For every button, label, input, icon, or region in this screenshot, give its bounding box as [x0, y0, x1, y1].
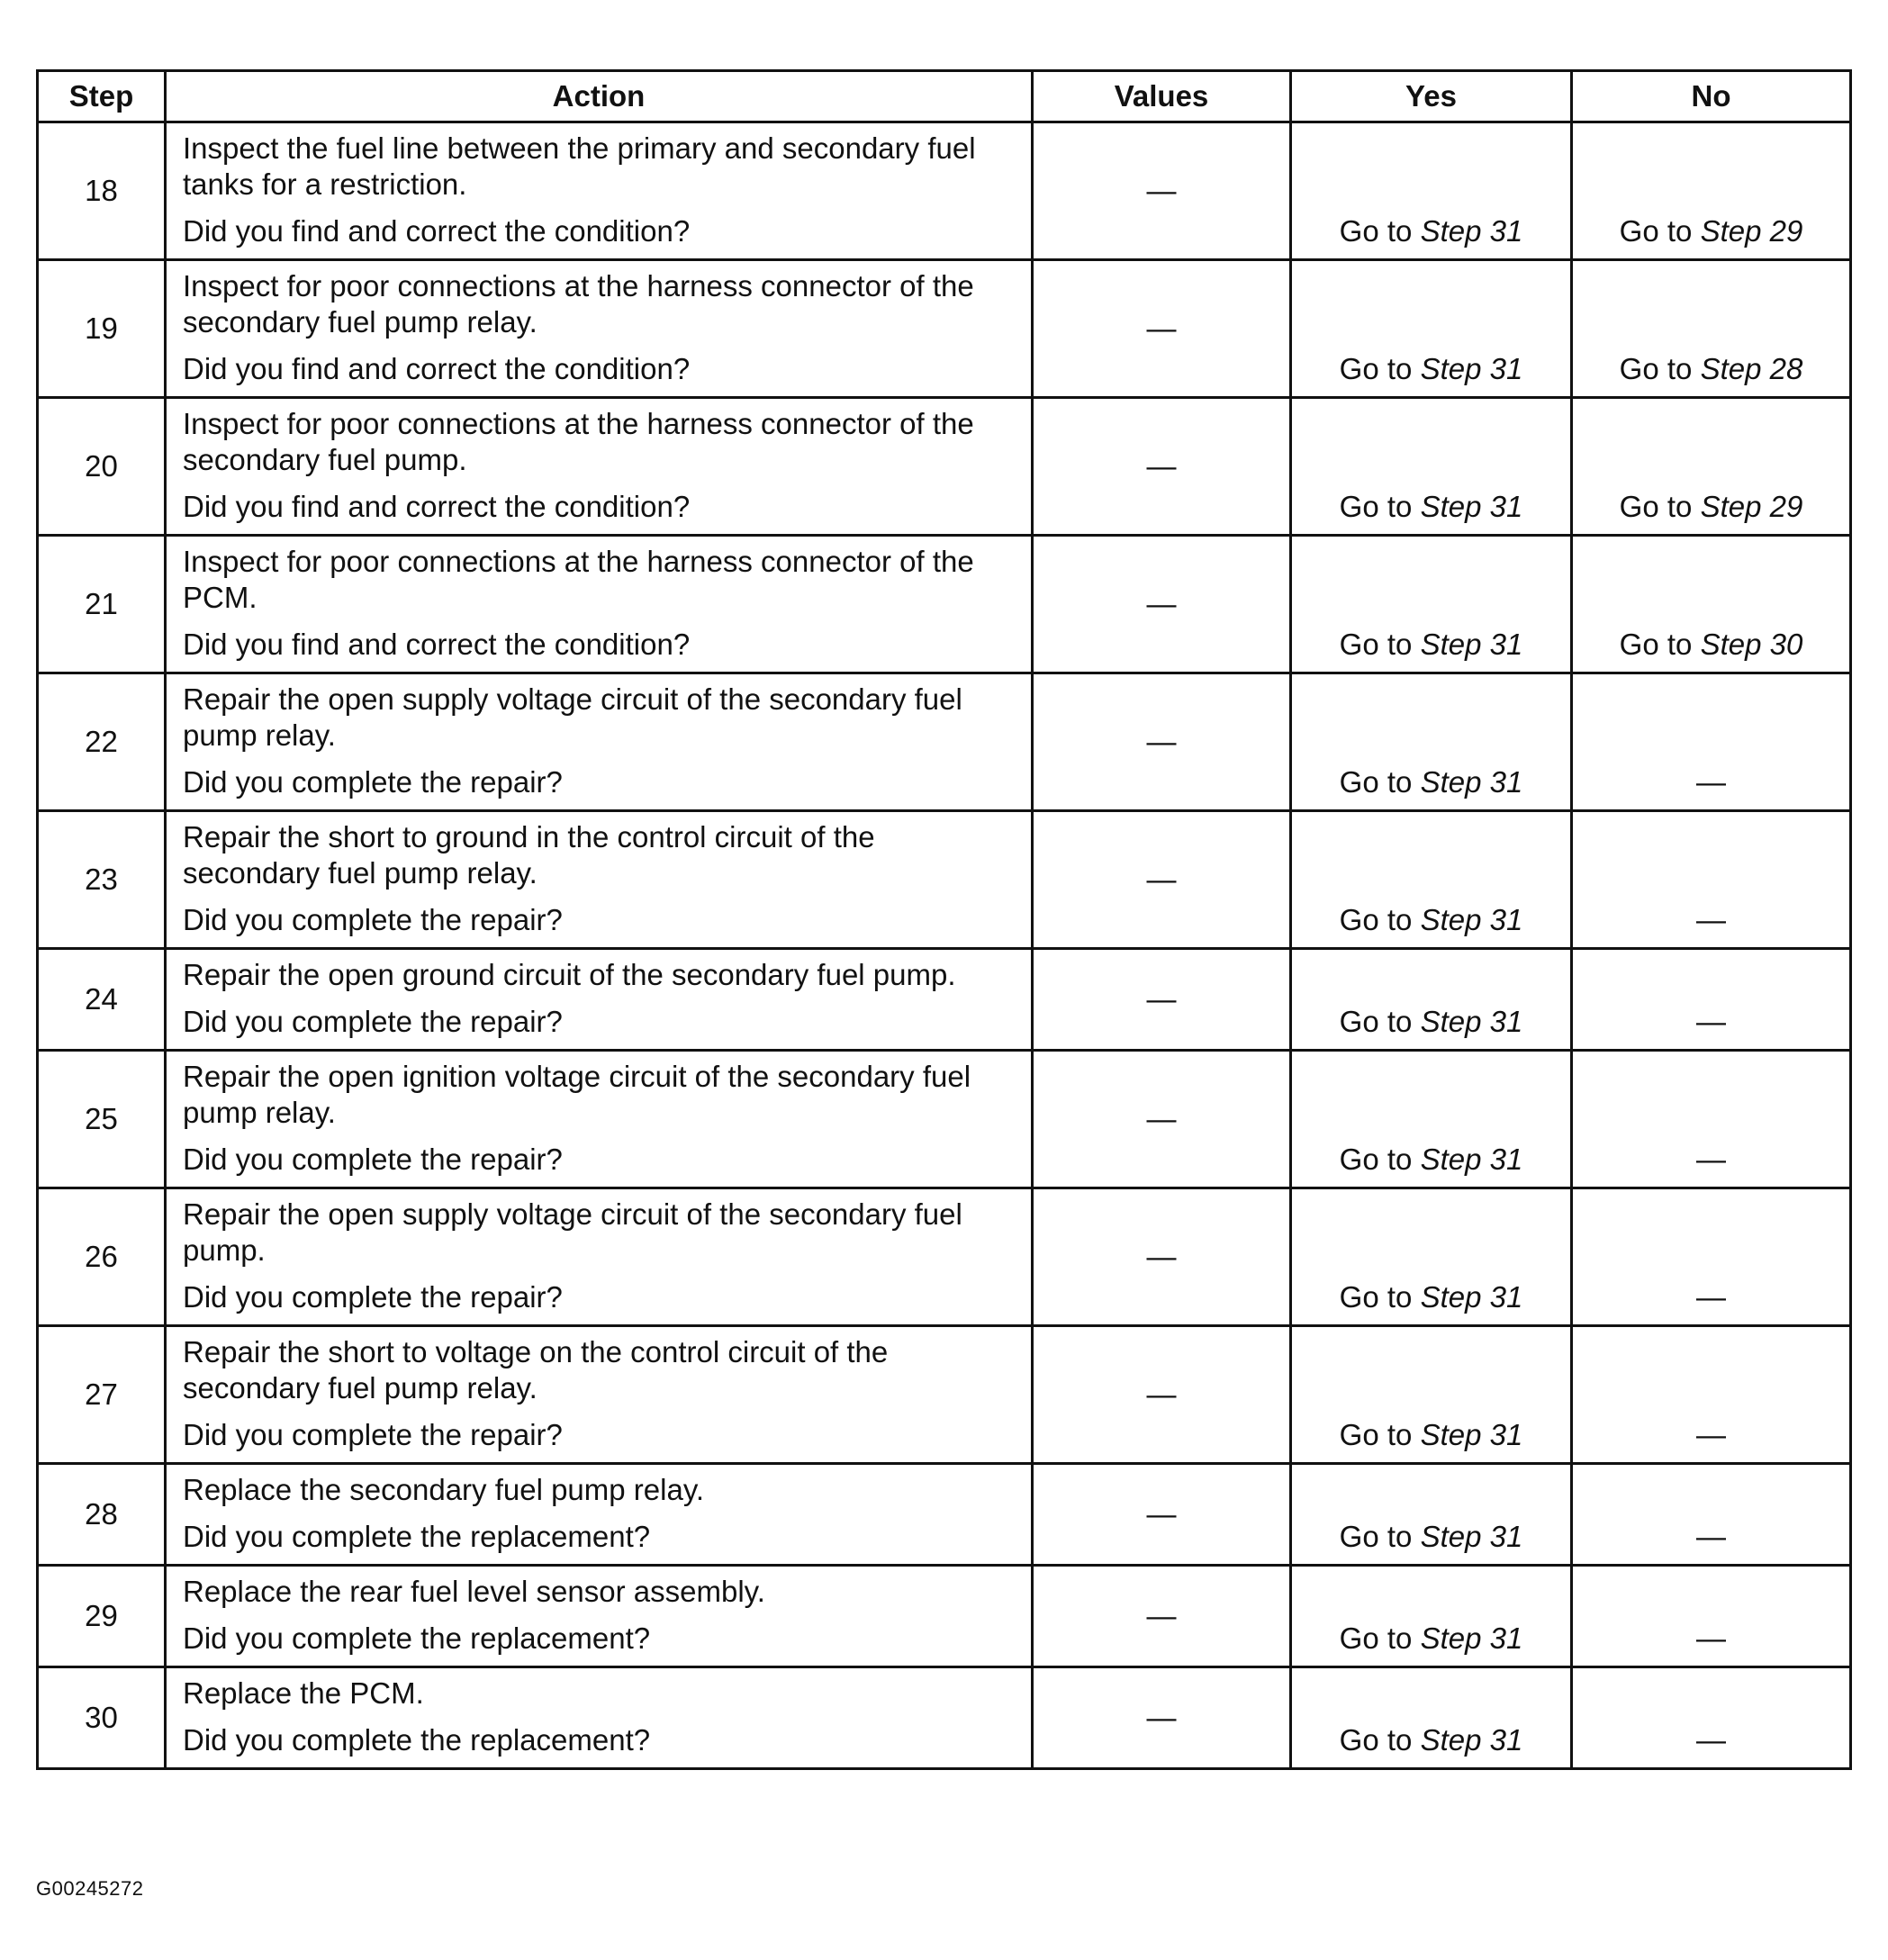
yes-step-ref: Step 31 [1420, 1418, 1523, 1451]
yes-cell [1291, 260, 1572, 398]
action-text: Replace the PCM. [183, 1676, 424, 1710]
no-cell [1572, 536, 1851, 673]
action-text: Repair the open ignition voltage circuit of the secondary fuel pump relay. [183, 1060, 971, 1129]
table-row [38, 1667, 1851, 1769]
values-cell: — [1033, 536, 1291, 673]
no-cell [1572, 260, 1851, 398]
yes-goto-prefix: Go to [1339, 1280, 1413, 1314]
question-text: Did you find and correct the condition? [183, 214, 691, 248]
values-cell: — [1033, 1464, 1291, 1566]
values-cell: — [1033, 949, 1291, 1051]
yes-goto-prefix: Go to [1339, 214, 1413, 248]
values-cell: — [1033, 260, 1291, 398]
table-row [38, 536, 1851, 673]
action-text: Repair the open ground circuit of the secondary fuel pump. [183, 958, 956, 991]
action-text: Inspect the fuel line between the primary and secondary fuel tanks for a restriction. [183, 131, 976, 201]
action-cell [166, 398, 1033, 536]
step-number: 23 [38, 811, 166, 949]
no-goto-prefix: Go to [1619, 490, 1693, 523]
no-dash: — [1696, 765, 1726, 799]
action-text: Repair the open supply voltage circuit of the secondary fuel pump. [183, 1197, 962, 1267]
action-cell [166, 1051, 1033, 1188]
values-cell: — [1033, 811, 1291, 949]
yes-cell [1291, 398, 1572, 536]
yes-cell [1291, 1051, 1572, 1188]
question-text: Did you find and correct the condition? [183, 628, 691, 661]
values-cell: — [1033, 1188, 1291, 1326]
yes-cell [1291, 122, 1572, 260]
no-goto-prefix: Go to [1619, 352, 1693, 385]
question-text: Did you complete the repair? [183, 1005, 563, 1038]
yes-step-ref: Step 31 [1420, 352, 1523, 385]
step-number: 19 [38, 260, 166, 398]
no-step-ref: Step 29 [1700, 490, 1803, 523]
question-text: Did you complete the replacement? [183, 1723, 651, 1757]
table-row [38, 1188, 1851, 1326]
question-text: Did you complete the repair? [183, 1280, 563, 1314]
yes-cell [1291, 1566, 1572, 1667]
action-cell [166, 949, 1033, 1051]
header-values: Values [1033, 71, 1291, 122]
step-number: 18 [38, 122, 166, 260]
values-cell: — [1033, 1051, 1291, 1188]
no-cell [1572, 811, 1851, 949]
yes-cell [1291, 673, 1572, 811]
action-text: Repair the short to ground in the control circuit of the secondary fuel pump relay. [183, 820, 875, 890]
action-cell [166, 673, 1033, 811]
step-number: 27 [38, 1326, 166, 1464]
action-text: Inspect for poor connections at the harness connector of the secondary fuel pump relay. [183, 269, 974, 339]
no-step-ref: Step 29 [1700, 214, 1803, 248]
action-text: Inspect for poor connections at the harness connector of the PCM. [183, 545, 974, 614]
question-text: Did you find and correct the condition? [183, 490, 691, 523]
yes-goto-prefix: Go to [1339, 1143, 1413, 1176]
table-body [38, 122, 1851, 1769]
action-cell [166, 260, 1033, 398]
no-cell [1572, 1188, 1851, 1326]
yes-step-ref: Step 31 [1420, 1723, 1523, 1757]
yes-goto-prefix: Go to [1339, 1005, 1413, 1038]
no-goto-prefix: Go to [1619, 214, 1693, 248]
yes-cell [1291, 1326, 1572, 1464]
no-cell [1572, 398, 1851, 536]
yes-goto-prefix: Go to [1339, 903, 1413, 936]
no-step-ref: Step 30 [1700, 628, 1803, 661]
step-number: 21 [38, 536, 166, 673]
yes-cell [1291, 536, 1572, 673]
no-dash: — [1696, 1418, 1726, 1451]
step-number: 26 [38, 1188, 166, 1326]
step-number: 29 [38, 1566, 166, 1667]
table-row [38, 673, 1851, 811]
no-dash: — [1696, 1621, 1726, 1655]
table-row [38, 949, 1851, 1051]
table-row [38, 811, 1851, 949]
values-cell: — [1033, 673, 1291, 811]
no-dash: — [1696, 1005, 1726, 1038]
action-cell [166, 1188, 1033, 1326]
header-action: Action [166, 71, 1033, 122]
yes-step-ref: Step 31 [1420, 628, 1523, 661]
header-row [38, 71, 1851, 122]
figure-id: G00245272 [36, 1877, 144, 1900]
no-dash: — [1696, 1723, 1726, 1757]
yes-goto-prefix: Go to [1339, 1520, 1413, 1553]
no-cell [1572, 122, 1851, 260]
diagnostic-table [36, 69, 1852, 1770]
action-text: Repair the open supply voltage circuit of the secondary fuel pump relay. [183, 682, 962, 752]
yes-cell [1291, 811, 1572, 949]
values-cell: — [1033, 1566, 1291, 1667]
table-row [38, 398, 1851, 536]
no-dash: — [1696, 1520, 1726, 1553]
step-number: 30 [38, 1667, 166, 1769]
yes-step-ref: Step 31 [1420, 765, 1523, 799]
values-cell: — [1033, 1326, 1291, 1464]
action-text: Inspect for poor connections at the harness connector of the secondary fuel pump. [183, 407, 974, 476]
yes-step-ref: Step 31 [1420, 214, 1523, 248]
action-text: Repair the short to voltage on the control circuit of the secondary fuel pump relay. [183, 1335, 889, 1405]
table-row [38, 1326, 1851, 1464]
table-row [38, 260, 1851, 398]
table-row [38, 1464, 1851, 1566]
table-row [38, 1051, 1851, 1188]
no-dash: — [1696, 903, 1726, 936]
no-dash: — [1696, 1280, 1726, 1314]
action-text: Replace the secondary fuel pump relay. [183, 1473, 705, 1506]
yes-step-ref: Step 31 [1420, 1280, 1523, 1314]
question-text: Did you complete the repair? [183, 903, 563, 936]
no-cell [1572, 1667, 1851, 1769]
yes-goto-prefix: Go to [1339, 1621, 1413, 1655]
question-text: Did you complete the repair? [183, 1143, 563, 1176]
action-cell [166, 1667, 1033, 1769]
no-cell [1572, 673, 1851, 811]
yes-cell [1291, 1188, 1572, 1326]
yes-step-ref: Step 31 [1420, 1143, 1523, 1176]
header-step: Step [38, 71, 166, 122]
action-cell [166, 1464, 1033, 1566]
yes-step-ref: Step 31 [1420, 903, 1523, 936]
no-step-ref: Step 28 [1700, 352, 1803, 385]
values-cell: — [1033, 122, 1291, 260]
no-cell [1572, 1326, 1851, 1464]
yes-step-ref: Step 31 [1420, 1621, 1523, 1655]
yes-step-ref: Step 31 [1420, 1005, 1523, 1038]
question-text: Did you complete the repair? [183, 765, 563, 799]
yes-step-ref: Step 31 [1420, 1520, 1523, 1553]
no-dash: — [1696, 1143, 1726, 1176]
question-text: Did you complete the replacement? [183, 1520, 651, 1553]
header-yes: Yes [1291, 71, 1572, 122]
step-number: 22 [38, 673, 166, 811]
values-cell: — [1033, 398, 1291, 536]
no-goto-prefix: Go to [1619, 628, 1693, 661]
no-cell [1572, 1566, 1851, 1667]
yes-goto-prefix: Go to [1339, 490, 1413, 523]
table-row [38, 122, 1851, 260]
question-text: Did you complete the replacement? [183, 1621, 651, 1655]
yes-cell [1291, 949, 1572, 1051]
header-no: No [1572, 71, 1851, 122]
action-cell [166, 1566, 1033, 1667]
yes-goto-prefix: Go to [1339, 352, 1413, 385]
no-cell [1572, 949, 1851, 1051]
yes-cell [1291, 1667, 1572, 1769]
yes-goto-prefix: Go to [1339, 1418, 1413, 1451]
action-text: Replace the rear fuel level sensor assembly. [183, 1575, 765, 1608]
action-cell [166, 536, 1033, 673]
question-text: Did you complete the repair? [183, 1418, 563, 1451]
step-number: 24 [38, 949, 166, 1051]
action-cell [166, 122, 1033, 260]
yes-goto-prefix: Go to [1339, 765, 1413, 799]
no-cell [1572, 1051, 1851, 1188]
yes-goto-prefix: Go to [1339, 1723, 1413, 1757]
yes-cell [1291, 1464, 1572, 1566]
step-number: 20 [38, 398, 166, 536]
step-number: 28 [38, 1464, 166, 1566]
question-text: Did you find and correct the condition? [183, 352, 691, 385]
step-number: 25 [38, 1051, 166, 1188]
values-cell: — [1033, 1667, 1291, 1769]
table-row [38, 1566, 1851, 1667]
yes-goto-prefix: Go to [1339, 628, 1413, 661]
yes-step-ref: Step 31 [1420, 490, 1523, 523]
no-cell [1572, 1464, 1851, 1566]
action-cell [166, 1326, 1033, 1464]
action-cell [166, 811, 1033, 949]
